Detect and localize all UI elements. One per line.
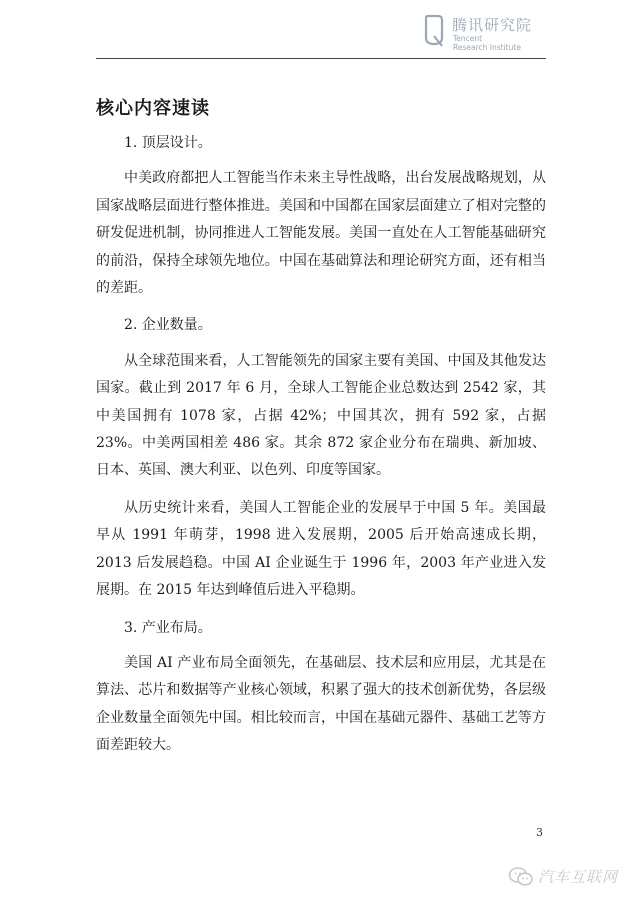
tencent-research-logo-icon [422,14,446,48]
section-heading-industry-layout: 3. 产业布局。 [124,619,212,636]
logo-name-cn: 腾讯研究院 [452,16,533,34]
paragraph-industry-layout: 美国 AI 产业布局全面领先，在基础层、技术层和应用层，尤其是在算法、芯片和数据等产业核心领域，积累了强大的技术创新优势，各层级企业数量全面领先中国。相比较而言，中国在基础元器件、基础工艺等方面差距较大。 [96,654,546,754]
watermark-text: 汽车互联网 [538,868,619,886]
document-body [96,130,546,770]
wechat-icon [508,866,534,888]
logo-name-en-line1: Tencent [453,34,483,43]
paragraph-history: 从历史统计来看，美国人工智能企业的发展早于中国 5 年。美国最早从 1991 年萌芽，1998 进入发展期，2005 后开始高速成长期，2013 后发展趋稳。中国 AI 企业诞生于 1996 年，2003 年产业进入发展期。在 2015 年达到峰值后进入平稳期。 [96,499,546,599]
section-heading-top-level-design: 1. 顶层设计。 [124,135,212,151]
paragraph-top-level-design: 中美政府都把人工智能当作未来主导性战略，出台发展战略规划，从国家战略层面进行整体推进。美国和中国都在国家层面建立了相对完整的研发促进机制，协同推进人工智能发展。美国一直处在人工智能基础研究的前沿，保持全球领先地位。中国在基础算法和理论研究方面，还有相当的差距。 [96,170,546,297]
section-heading-company-count: 2. 企业数量。 [124,317,212,334]
paragraph-company-count: 从全球范围来看，人工智能领先的国家主要有美国、中国及其他发达国家。截止到 2017 年 6 月，全球人工智能企业总数达到 2542 家，其中美国拥有 1078 家，占据 42%；中国其次，拥有 592 家，占据 23%。中美两国相差 486 家。其余 872 家企业分布在瑞典、新加坡、日本、英国、澳大利亚、以色列、印度等国家。 [96,352,546,479]
page-number: 3 [536,826,543,839]
header-divider [96,58,546,59]
page-title: 核心内容速读 [96,98,210,119]
page-header [0,0,640,60]
logo-name-en-line2: Research Institute [453,43,521,52]
